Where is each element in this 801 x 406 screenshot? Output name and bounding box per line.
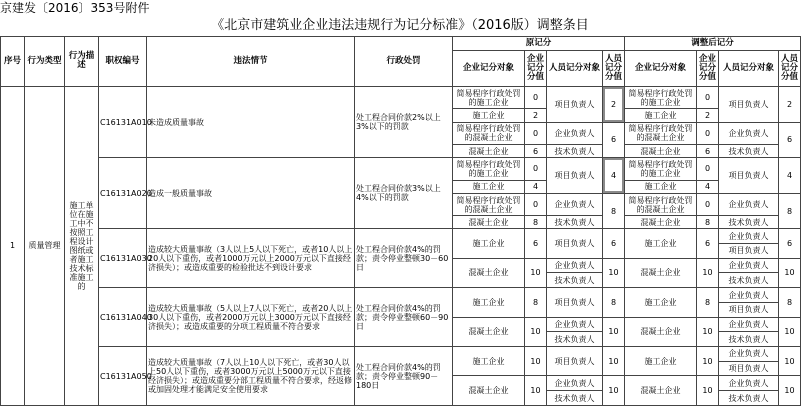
adj-ent-points: 2: [697, 109, 719, 122]
adj-person-points: 6: [779, 122, 801, 158]
adj-ent-target: 简易程序行政处罚的混凝土企业: [625, 193, 697, 216]
adj-person-target: 项目负责人: [719, 86, 779, 122]
orig-ent-target: 混凝土企业: [453, 376, 525, 406]
orig-person-target: 项目负责人: [547, 288, 603, 317]
orig-ent-points: 8: [525, 216, 547, 229]
orig-person-points: 6: [603, 122, 625, 158]
orig-ent-target: 施工企业: [453, 229, 525, 258]
header-adj-ent-target: 企业记分对象: [625, 51, 697, 87]
orig-ent-points: 2: [525, 109, 547, 122]
adj-ent-points: 8: [697, 288, 719, 317]
orig-ent-target: 简易程序行政处罚的混凝土企业: [453, 122, 525, 145]
orig-person-target: 技术负责人: [547, 216, 603, 229]
adj-person-points: 8: [779, 288, 801, 317]
header-adj-person-target: 人员记分对象: [719, 51, 779, 87]
adj-ent-target: 施工企业: [625, 180, 697, 193]
orig-person-target: 项目负责人: [547, 86, 603, 122]
orig-ent-points: 4: [525, 180, 547, 193]
circumstance: 造成较大质量事故（7人以上10人以下死亡，或者30人以上50人以下重伤，或者3000万元以上5000万元以下直接经济损失）；或造成重要分部工程质量不符合要求，经返修或加固处理才能满足安全使用要求: [147, 347, 355, 406]
orig-person-points: 4: [603, 158, 625, 194]
orig-ent-target: 混凝土企业: [453, 317, 525, 346]
adj-ent-target: 混凝土企业: [625, 216, 697, 229]
duty-code: C16131A020: [99, 158, 147, 229]
document-reference: 京建发〔2016〕353号附件: [0, 1, 150, 15]
orig-person-target: 技术负责人: [547, 332, 603, 347]
adj-ent-target: 混凝土企业: [625, 376, 697, 406]
adj-ent-target: 施工企业: [625, 347, 697, 376]
header-adj-ent-points: 企业记分分值: [697, 51, 719, 87]
adj-ent-points: 0: [697, 122, 719, 145]
adj-person-target: 项目负责人: [719, 361, 779, 376]
adj-ent-target: 施工企业: [625, 109, 697, 122]
header-penalty: 行政处罚: [355, 37, 453, 87]
adj-ent-points: 8: [697, 216, 719, 229]
header-behavior-type: 行为类型: [25, 37, 65, 87]
orig-person-target: 企业负责人: [547, 258, 603, 273]
penalty: 处工程合同价款3%以上4%以下的罚款: [355, 158, 453, 229]
header-original: 原记分: [453, 37, 625, 51]
orig-person-target: 项目负责人: [547, 229, 603, 258]
adj-person-points: 10: [779, 317, 801, 346]
penalty: 处工程合同价款4%的罚款；责令停业整顿60－90日: [355, 288, 453, 347]
table-row: [1, 288, 801, 303]
adj-person-target: 企业负责人: [719, 288, 779, 303]
orig-ent-points: 8: [525, 288, 547, 317]
orig-ent-target: 施工企业: [453, 288, 525, 317]
adj-person-points: 10: [779, 376, 801, 406]
penalty: 处工程合同价款4%的罚款；责令停业整顿90－180日: [355, 347, 453, 406]
duty-code: C16131A010: [99, 86, 147, 157]
orig-person-target: 项目负责人: [547, 158, 603, 194]
adj-ent-target: 混凝土企业: [625, 258, 697, 287]
orig-person-points: 10: [603, 376, 625, 406]
orig-ent-points: 10: [525, 317, 547, 346]
orig-person-target: 企业负责人: [547, 317, 603, 332]
orig-ent-target: 简易程序行政处罚的施工企业: [453, 86, 525, 109]
group-type: 质量管理: [25, 86, 65, 405]
document-title: 《北京市建筑业企业违法违规行为记分标准》（2016版）调整条目: [211, 18, 589, 33]
orig-ent-target: 混凝土企业: [453, 216, 525, 229]
adj-ent-points: 0: [697, 158, 719, 181]
circumstance: 造成一般质量事故: [147, 158, 355, 229]
adj-person-points: 10: [779, 347, 801, 376]
adj-ent-points: 6: [697, 229, 719, 258]
adj-person-target: 项目负责人: [719, 244, 779, 259]
adj-person-points: 10: [779, 258, 801, 287]
adj-ent-points: 10: [697, 258, 719, 287]
group-seq: 1: [1, 86, 25, 405]
header-circumstance: 违法情节: [147, 37, 355, 87]
adj-person-target: 企业负责人: [719, 347, 779, 362]
adj-ent-target: 简易程序行政处罚的混凝土企业: [625, 122, 697, 145]
orig-person-points: 10: [603, 317, 625, 346]
header-adj-person-points: 人员记分分值: [779, 51, 801, 87]
orig-ent-points: 10: [525, 347, 547, 376]
duty-code: C16131A030: [99, 229, 147, 288]
adj-ent-target: 混凝土企业: [625, 317, 697, 346]
circumstance: 未造成质量事故: [147, 86, 355, 157]
adj-ent-target: 简易程序行政处罚的施工企业: [625, 86, 697, 109]
duty-code: C16131A050: [99, 347, 147, 406]
orig-ent-target: 施工企业: [453, 109, 525, 122]
adj-person-points: 8: [779, 193, 801, 229]
header-behavior-desc: 行为描述: [65, 37, 99, 87]
orig-ent-points: 0: [525, 122, 547, 145]
orig-ent-target: 混凝土企业: [453, 258, 525, 287]
table-row: [1, 158, 801, 181]
orig-ent-target: 施工企业: [453, 180, 525, 193]
orig-person-points: 10: [603, 258, 625, 287]
orig-ent-points: 6: [525, 145, 547, 158]
orig-ent-points: 10: [525, 376, 547, 406]
penalty: 处工程合同价款2%以上3%以下的罚款: [355, 86, 453, 157]
table-row: [1, 229, 801, 244]
orig-person-target: 技术负责人: [547, 145, 603, 158]
orig-ent-points: 0: [525, 86, 547, 109]
orig-ent-points: 10: [525, 258, 547, 287]
orig-person-points: 10: [603, 347, 625, 376]
adj-person-target: 企业负责人: [719, 193, 779, 216]
adj-person-target: 技术负责人: [719, 145, 779, 158]
adj-person-target: 企业负责人: [719, 229, 779, 244]
orig-ent-points: 0: [525, 193, 547, 216]
circumstance: 造成较大质量事故（5人以上7人以下死亡，或者20人以上30人以下重伤，或者2000万元以上3000万元以下直接经济损失）；或造成重要的分项工程质量不符合要求: [147, 288, 355, 347]
penalty: 处工程合同价款4%的罚款；责令停业整顿30－60日: [355, 229, 453, 288]
orig-person-target: 技术负责人: [547, 391, 603, 406]
adj-person-target: 技术负责人: [719, 391, 779, 406]
orig-person-target: 技术负责人: [547, 273, 603, 288]
orig-person-target: 企业负责人: [547, 376, 603, 391]
header-orig-person-points: 人员记分分值: [603, 51, 625, 87]
orig-person-points: 8: [603, 193, 625, 229]
adj-person-points: 6: [779, 229, 801, 258]
adj-ent-points: 6: [697, 145, 719, 158]
adj-ent-target: 施工企业: [625, 229, 697, 258]
duty-code: C16131A040: [99, 288, 147, 347]
header-orig-ent-points: 企业记分分值: [525, 51, 547, 87]
adj-person-target: 技术负责人: [719, 273, 779, 288]
adj-person-target: 企业负责人: [719, 376, 779, 391]
group-desc: 施工单位在施工中不按照工程设计图纸或者施工技术标准施工的: [65, 86, 99, 405]
orig-ent-points: 0: [525, 158, 547, 181]
adj-ent-target: 施工企业: [625, 288, 697, 317]
orig-person-points: 8: [603, 288, 625, 317]
orig-person-target: 企业负责人: [547, 193, 603, 216]
adj-ent-points: 10: [697, 317, 719, 346]
adj-person-target: 项目负责人: [719, 302, 779, 317]
adj-ent-points: 10: [697, 376, 719, 406]
adj-person-target: 技术负责人: [719, 216, 779, 229]
adj-ent-points: 4: [697, 180, 719, 193]
orig-person-points: 2: [603, 86, 625, 122]
orig-person-points: 6: [603, 229, 625, 258]
header-duty-code: 职权编号: [99, 37, 147, 87]
circumstance: 造成较大质量事故（3人以上5人以下死亡，或者10人以上20人以下重伤，或者1000万元以上2000万元以下直接经济损失）；或造成重要的检验批达不到设计要求: [147, 229, 355, 288]
orig-ent-target: 简易程序行政处罚的混凝土企业: [453, 193, 525, 216]
adj-person-target: 企业负责人: [719, 122, 779, 145]
adj-person-points: 4: [779, 158, 801, 194]
table-row: [1, 86, 801, 109]
header-orig-ent-target: 企业记分对象: [453, 51, 525, 87]
orig-ent-target: 施工企业: [453, 347, 525, 376]
header-adjusted: 调整后记分: [625, 37, 801, 51]
adj-person-target: 项目负责人: [719, 158, 779, 194]
header-seq: 序号: [1, 37, 25, 87]
adj-ent-target: 简易程序行政处罚的施工企业: [625, 158, 697, 181]
orig-person-target: 企业负责人: [547, 122, 603, 145]
adj-person-target: 企业负责人: [719, 258, 779, 273]
orig-person-target: 项目负责人: [547, 347, 603, 376]
adj-ent-points: 10: [697, 347, 719, 376]
orig-ent-target: 简易程序行政处罚的施工企业: [453, 158, 525, 181]
table-row: [1, 347, 801, 362]
adj-person-points: 2: [779, 86, 801, 122]
orig-ent-target: 混凝土企业: [453, 145, 525, 158]
header-orig-person-target: 人员记分对象: [547, 51, 603, 87]
adj-ent-points: 0: [697, 193, 719, 216]
orig-ent-points: 6: [525, 229, 547, 258]
adj-ent-target: 混凝土企业: [625, 145, 697, 158]
adj-person-target: 企业负责人: [719, 317, 779, 332]
adj-ent-points: 0: [697, 86, 719, 109]
adj-person-target: 技术负责人: [719, 332, 779, 347]
scoring-table: [0, 36, 801, 406]
